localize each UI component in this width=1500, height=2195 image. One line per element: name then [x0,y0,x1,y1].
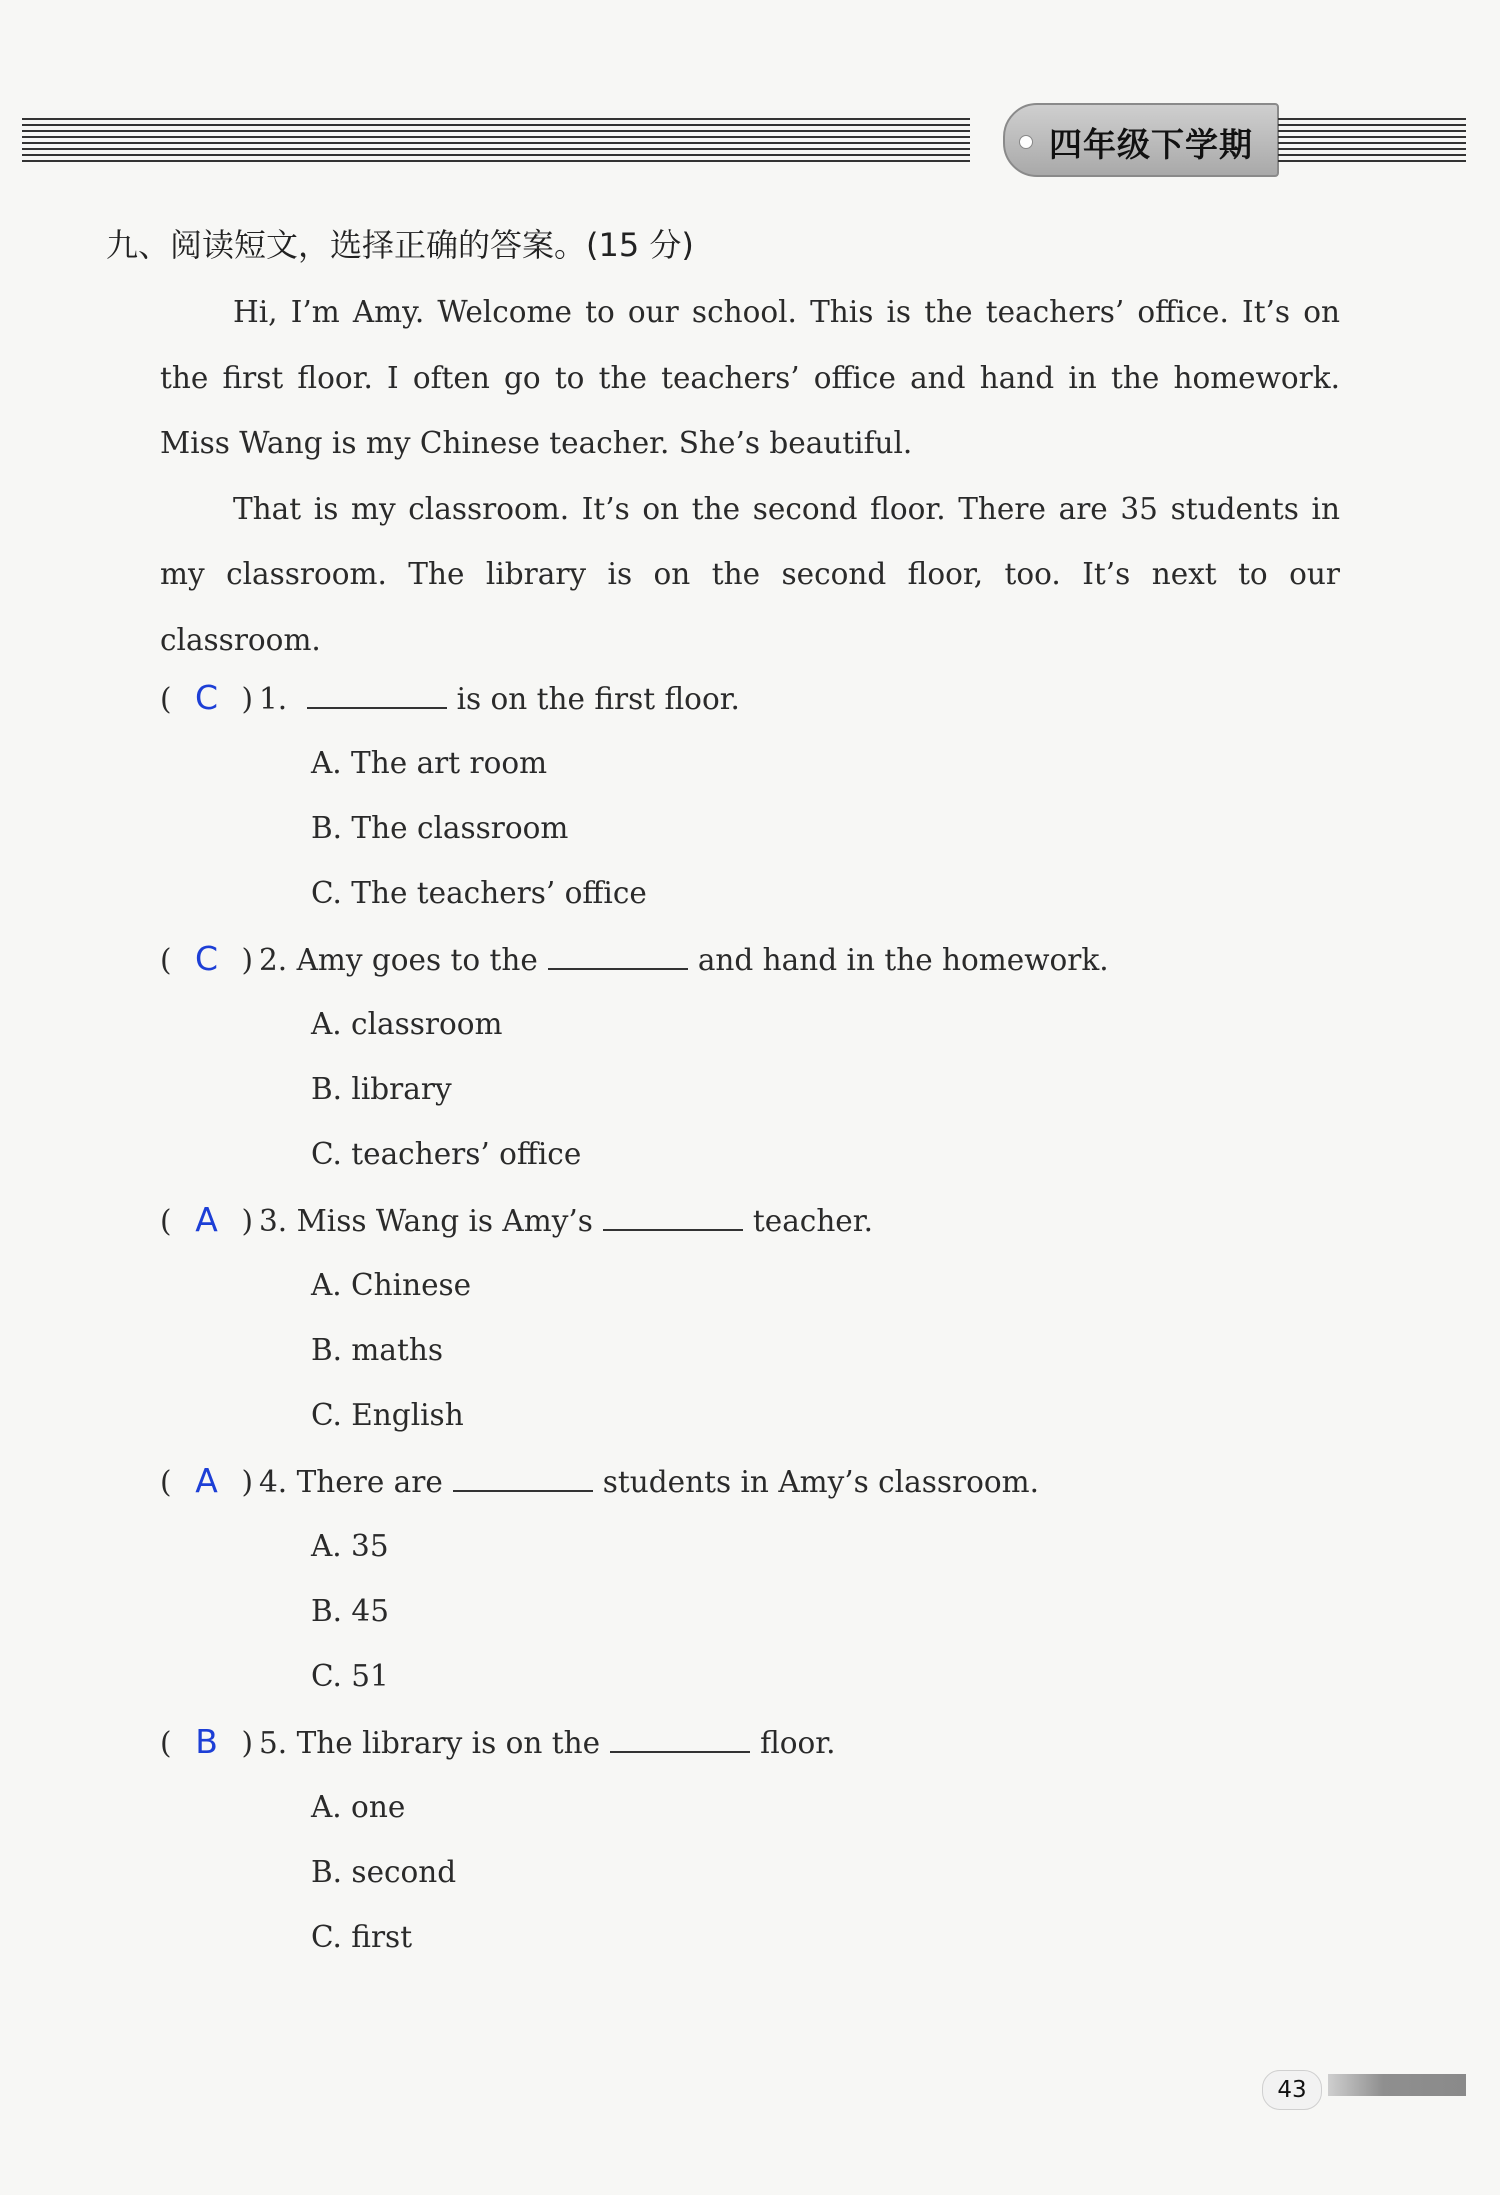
grade-tab [1003,103,1279,177]
reading-passage [160,280,1340,673]
option-2c: C. teachers’ office [311,1137,582,1171]
paren-open: ( [160,682,172,716]
option-2b: B. library [311,1072,452,1106]
question-4 [160,1451,1039,1511]
option-1c: C. The teachers’ office [311,876,647,910]
option-3a: A. Chinese [311,1268,472,1302]
paren-close: ) [241,1204,254,1238]
question-5 [160,1712,836,1772]
tab-dot-icon [1019,135,1033,149]
question-text-before: Miss Wang is Amy’s [296,1204,593,1238]
question-text-after: teacher. [752,1204,874,1238]
question-number: 5. [259,1726,288,1760]
option-3b: B. maths [311,1333,443,1367]
answer-blank [603,1193,743,1231]
paren-open: ( [160,1465,172,1499]
answer-mark: A [195,1200,218,1239]
option-4a: A. 35 [311,1529,389,1563]
option-3c: C. English [311,1398,464,1432]
answer-blank [453,1454,593,1492]
answer-blank [307,671,447,709]
paren-open: ( [160,943,172,977]
option-5b: B. second [311,1855,457,1889]
paren-close: ) [241,682,254,716]
answer-blank [548,932,688,970]
answer-mark: B [195,1722,218,1761]
question-number: 3. [259,1204,288,1238]
section-title: 九、阅读短文，选择正确的答案。(15 分) [106,226,694,264]
option-4b: B. 45 [311,1594,389,1628]
question-text-before: The library is on the [296,1726,601,1760]
question-number: 2. [259,943,288,977]
header-rule-right [1278,118,1466,164]
answer-mark: A [195,1461,218,1500]
question-1 [160,668,740,728]
question-number: 4. [259,1465,288,1499]
question-text-after: floor. [760,1726,836,1760]
footer-bar [1328,2074,1466,2096]
answer-mark: C [194,678,219,717]
paren-open: ( [160,1726,172,1760]
option-4c: C. 51 [311,1659,389,1693]
question-number: 1. [259,682,288,716]
question-text-after: and hand in the homework. [697,943,1109,977]
answer-blank [610,1715,750,1753]
paren-close: ) [241,1465,254,1499]
paren-open: ( [160,1204,172,1238]
option-5a: A. one [311,1790,406,1824]
question-text-after: students in Amy’s classroom. [602,1465,1039,1499]
passage-paragraph-1: Hi, I’m Amy. Welcome to our school. This is the teachers’ office. It’s on the first floor. I often go to the teachers’ office and hand in the homework. Miss Wang is my Chinese teacher. She’s beautiful. [160,295,1340,460]
question-text-after: is on the first floor. [456,682,740,716]
option-2a: A. classroom [311,1007,503,1041]
question-text-before: There are [296,1465,443,1499]
page-number: 43 [1262,2070,1322,2110]
answer-mark: C [194,939,219,978]
header-rule-left [22,118,970,164]
question-3 [160,1190,873,1250]
paren-close: ) [241,1726,254,1760]
option-5c: C. first [311,1920,413,1954]
paren-close: ) [241,943,254,977]
option-1b: B. The classroom [311,811,569,845]
question-text-before: Amy goes to the [296,943,538,977]
question-2 [160,929,1109,989]
grade-label: 四年级下学期 [1049,125,1253,164]
option-1a: A. The art room [311,746,548,780]
passage-paragraph-2: That is my classroom. It’s on the second floor. There are 35 students in my classroom. The library is on the second floor, too. It’s next to our classroom. [160,491,1340,657]
